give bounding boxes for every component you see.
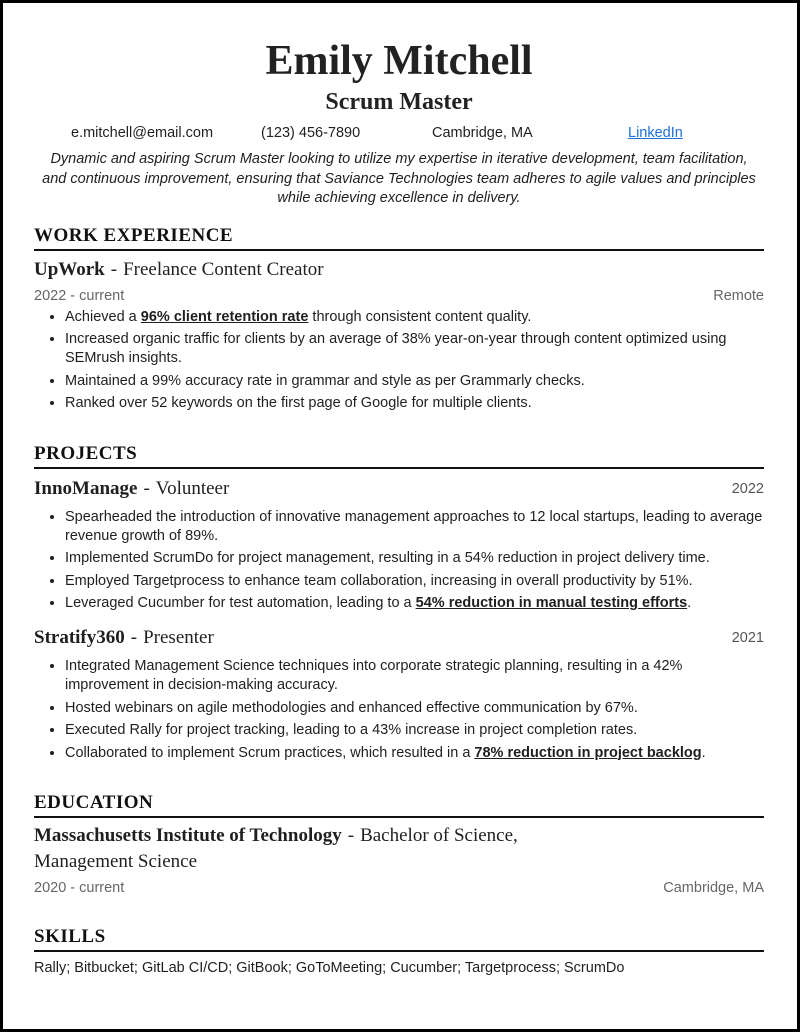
job-title: Scrum Master: [325, 89, 473, 115]
section-title-work: WORK EXPERIENCE: [34, 224, 764, 251]
email-text[interactable]: e.mitchell@email.com: [71, 125, 214, 141]
work-dates: 2022 - current: [34, 287, 125, 304]
work-location: Remote: [713, 287, 764, 304]
list-item: • Leveraged Cucumber for test automation, leading to a 54% reduction in manual testing efforts.: [65, 593, 764, 613]
summary-text: Dynamic and aspiring Scrum Master looking to utilize my expertise in iterative development, team facilitation, and continuous improvement, ensuring that Saviance Technologies team adheres to agile values and principles while achieving excellence in delivery.: [42, 151, 756, 206]
education-location: Cambridge, MA: [663, 880, 764, 896]
list-item: • Integrated Management Science techniques into corporate strategic planning, resulting in a 42% improvement in decision-making accuracy.: [65, 656, 764, 695]
separator: -: [110, 258, 118, 280]
contact-bar: [34, 120, 764, 146]
linkedin-link[interactable]: LinkedIn: [628, 125, 683, 141]
separator: -: [143, 477, 150, 499]
highlight-text: 96% client retention rate: [140, 308, 309, 325]
list-item: • Hosted webinars on agile methodologies and enhanced effective communication by 67%.: [65, 698, 764, 718]
separator: -: [130, 627, 138, 648]
project-role: Presenter: [143, 627, 214, 648]
highlight-text: 78% reduction in project backlog: [474, 744, 702, 761]
phone-text: (123) 456-7890: [261, 125, 361, 141]
separator: -: [347, 825, 355, 846]
project-bullets-2: [34, 656, 764, 763]
list-item: • Executed Rally for project tracking, leading to a 43% increase in project completion rates.: [65, 720, 764, 740]
work-org: UpWork: [34, 258, 105, 280]
work-meta: [34, 285, 764, 307]
list-item: • Spearheaded the introduction of innovative management approaches to 12 local startups, leading to average revenue growth of 89%.: [65, 507, 764, 546]
work-role: Freelance Content Creator: [123, 258, 324, 280]
education-dates: 2020 - current: [34, 880, 125, 896]
highlight-text: 54% reduction in manual testing efforts: [415, 595, 688, 611]
education-header: [34, 823, 614, 875]
project-bullets-1: [34, 507, 764, 614]
location-text: Cambridge, MA: [432, 125, 533, 141]
list-item: • Implemented ScrumDo for project management, resulting in a 54% reduction in project delivery time.: [65, 548, 764, 568]
project-org: Stratify360: [34, 627, 125, 648]
project-year: 2022: [731, 480, 764, 497]
project-header-2: [34, 625, 764, 651]
education-meta: [34, 877, 764, 899]
degree-name: Bachelor of Science, Management Science: [34, 825, 518, 872]
project-year: 2021: [731, 630, 764, 646]
list-item: • Collaborated to implement Scrum practices, which resulted in a 78% reduction in project backlog.: [65, 743, 764, 763]
section-title-education: EDUCATION: [34, 791, 764, 818]
candidate-name: Emily Mitchell: [265, 38, 533, 84]
project-header-1: [34, 476, 764, 502]
project-org: InnoManage: [34, 477, 138, 499]
section-title-projects: PROJECTS: [34, 442, 764, 469]
list-item: • Maintained a 99% accuracy rate in grammar and style as per Grammarly checks.: [65, 371, 764, 391]
work-entry-header: [34, 257, 764, 283]
list-item: • Increased organic traffic for clients by an average of 38% year-on-year through content optimized using SEMrush insights.: [65, 329, 764, 368]
list-item: • Achieved a 96% client retention rate through consistent content quality.: [65, 307, 764, 327]
skills-list: Rally; Bitbucket; GitLab CI/CD; GitBook; GoToMeeting; Cucumber; Targetprocess; ScrumDo: [34, 960, 625, 976]
project-role: Volunteer: [155, 477, 230, 499]
list-item: • Employed Targetprocess to enhance team collaboration, increasing in overall productivity by 51%.: [65, 571, 764, 591]
school-name: Massachusetts Institute of Technology: [34, 825, 342, 846]
work-bullets: [34, 307, 764, 414]
section-title-skills: SKILLS: [34, 925, 764, 952]
resume-page: [3, 3, 797, 1029]
list-item: • Ranked over 52 keywords on the first page of Google for multiple clients.: [65, 393, 764, 413]
